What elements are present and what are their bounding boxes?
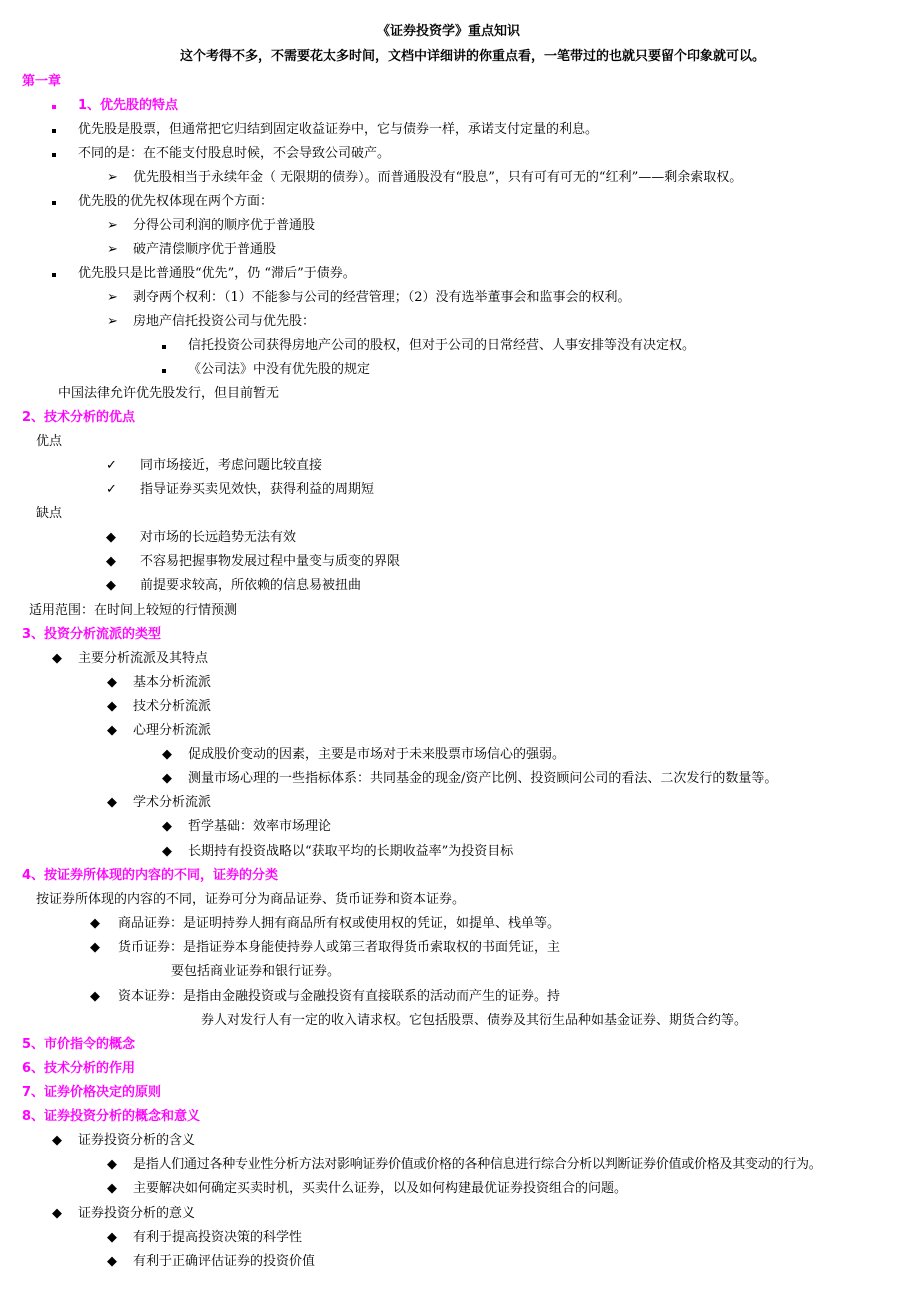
- diamond-bullet-icon: ◆: [107, 1157, 117, 1172]
- item-text: 主要分析流派及其特点: [78, 651, 209, 666]
- list-item: [106, 457, 322, 475]
- section-3-heading: 3、投资分析流派的类型: [22, 627, 162, 642]
- checkmark-icon: ✓: [106, 458, 117, 473]
- item-text: 促成股价变动的因素，主要是市场对于未来股票市场信心的强弱。: [188, 747, 566, 762]
- list-item: [107, 722, 211, 740]
- list-item: [162, 770, 777, 788]
- item-text: 证券投资分析的意义: [78, 1206, 196, 1221]
- item-text: 同市场接近，考虑问题比较直接: [140, 458, 323, 473]
- cons-label: 缺点: [36, 506, 63, 521]
- list-item: [162, 337, 695, 355]
- diamond-bullet-icon: ◆: [90, 940, 100, 955]
- list-item: [90, 939, 560, 957]
- list-item: [90, 915, 560, 933]
- diamond-bullet-icon: ◆: [90, 989, 100, 1004]
- item-text: 信托投资公司获得房地产公司的股权，但对于公司的日常经营、人事安排等没有决定权。: [188, 338, 696, 353]
- diamond-bullet-icon: ◆: [107, 1254, 117, 1269]
- section-8-heading: 8、证券投资分析的概念和意义: [22, 1109, 201, 1124]
- arrow-bullet-icon: ➢: [107, 314, 118, 329]
- item-text: 优先股只是比普通股“优先”，仍 “滞后”于债券。: [78, 266, 356, 281]
- section-1-heading: [52, 97, 178, 115]
- section-1-title: 1、优先股的特点: [78, 98, 179, 113]
- item-text: 主要解决如何确定买卖时机，买卖什么证券，以及如何构建最优证券投资组合的问题。: [133, 1181, 628, 1196]
- list-item: [107, 217, 315, 235]
- list-item: [106, 577, 361, 595]
- list-item: [52, 121, 598, 139]
- list-item: [106, 481, 374, 499]
- diamond-bullet-icon: ◆: [90, 916, 100, 931]
- arrow-bullet-icon: ➢: [107, 290, 118, 305]
- square-bullet-icon: [52, 105, 56, 109]
- pros-label: 优点: [36, 434, 63, 449]
- item-text: 技术分析流派: [133, 699, 212, 714]
- item-text: 有利于提高投资决策的科学性: [133, 1230, 303, 1245]
- diamond-bullet-icon: ◆: [52, 651, 62, 666]
- diamond-bullet-icon: ◆: [107, 675, 117, 690]
- list-item: [107, 169, 742, 187]
- list-item: [107, 1180, 627, 1198]
- list-item: [162, 818, 331, 836]
- item-text: 学术分析流派: [133, 795, 212, 810]
- item-text: 有利于正确评估证券的投资价值: [133, 1254, 316, 1269]
- arrow-bullet-icon: ➢: [107, 170, 118, 185]
- item-text: 商品证券：是证明持券人拥有商品所有权或使用权的凭证，如提单、栈单等。: [118, 916, 561, 931]
- item-text: 前提要求较高，所依赖的信息易被扭曲: [140, 578, 362, 593]
- item-continuation: 券人对发行人有一定的收入请求权。它包括股票、债券及其衍生品种如基金证券、期货合约等。: [201, 1013, 748, 1028]
- arrow-bullet-icon: ➢: [107, 218, 118, 233]
- diamond-bullet-icon: ◆: [162, 844, 172, 859]
- item-text: 分得公司利润的顺序优于普通股: [133, 218, 316, 233]
- list-item: [162, 746, 565, 764]
- item-text: 优先股是股票，但通常把它归结到固定收益证券中，它与债券一样，承诺支付定量的利息。: [78, 122, 599, 137]
- section-5-heading: 5、市价指令的概念: [22, 1037, 136, 1052]
- square-bullet-icon: [52, 129, 56, 133]
- section-6-heading: 6、技术分析的作用: [22, 1061, 136, 1076]
- item-continuation: 要包括商业证券和银行证券。: [171, 964, 341, 979]
- square-bullet-icon: [162, 369, 166, 373]
- diamond-bullet-icon: ◆: [106, 578, 116, 593]
- item-text: 基本分析流派: [133, 675, 212, 690]
- list-item: [162, 843, 513, 861]
- list-item: [107, 1229, 302, 1247]
- list-item: [52, 193, 273, 211]
- list-item: [52, 650, 208, 668]
- list-item: [52, 1132, 195, 1150]
- checkmark-icon: ✓: [106, 482, 117, 497]
- document-title: 《证券投资学》重点知识: [377, 24, 521, 39]
- scope-text: 适用范围：在时间上较短的行情预测: [29, 603, 238, 618]
- list-item: [107, 241, 276, 259]
- diamond-bullet-icon: ◆: [106, 554, 116, 569]
- list-item: [107, 674, 211, 692]
- square-bullet-icon: [52, 201, 56, 205]
- item-text: 不同的是：在不能支付股息时候，不会导致公司破产。: [78, 146, 391, 161]
- diamond-bullet-icon: ◆: [162, 771, 172, 786]
- list-item: [106, 529, 296, 547]
- chapter-heading: 第一章: [22, 74, 62, 89]
- item-text: 货币证券：是指证券本身能使持券人或第三者取得货币索取权的书面凭证，主: [118, 940, 561, 955]
- list-item: [107, 1156, 822, 1174]
- note-text: 中国法律允许优先股发行，但目前暂无: [58, 386, 280, 401]
- section-4-intro: 按证券所体现的内容的不同，证券可分为商品证券、货币证券和资本证券。: [36, 892, 466, 907]
- document-intro: 这个考得不多，不需要花太多时间，文档中详细讲的你重点看，一笔带过的也就只要留个印象就可以。: [180, 49, 766, 64]
- item-text: 长期持有投资战略以“获取平均的长期收益率”为投资目标: [188, 844, 514, 859]
- section-4-heading: 4、按证券所体现的内容的不同，证券的分类: [22, 868, 279, 883]
- diamond-bullet-icon: ◆: [107, 699, 117, 714]
- item-text: 是指人们通过各种专业性分析方法对影响证券价值或价格的各种信息进行综合分析以判断证券价值或价格及其变动的行为。: [133, 1157, 822, 1172]
- square-bullet-icon: [52, 153, 56, 157]
- diamond-bullet-icon: ◆: [107, 795, 117, 810]
- item-text: 指导证券买卖见效快，获得利益的周期短: [140, 482, 375, 497]
- item-text: 优先股的优先权体现在两个方面：: [78, 194, 274, 209]
- item-text: 测量市场心理的一些指标体系：共同基金的现金/资产比例、投资顾问公司的看法、二次发行的数量等。: [188, 771, 778, 786]
- diamond-bullet-icon: ◆: [107, 723, 117, 738]
- section-2-heading: 2、技术分析的优点: [22, 410, 136, 425]
- square-bullet-icon: [162, 345, 166, 349]
- list-item: [90, 988, 560, 1006]
- diamond-bullet-icon: ◆: [106, 530, 116, 545]
- arrow-bullet-icon: ➢: [107, 242, 118, 257]
- item-text: 剥夺两个权利：（1）不能参与公司的经营管理；（2）没有选举董事会和监事会的权利。: [133, 290, 631, 305]
- list-item: [52, 145, 390, 163]
- item-text: 心理分析流派: [133, 723, 212, 738]
- list-item: [106, 553, 400, 571]
- diamond-bullet-icon: ◆: [107, 1181, 117, 1196]
- diamond-bullet-icon: ◆: [162, 819, 172, 834]
- list-item: [107, 289, 631, 307]
- item-text: 证券投资分析的含义: [78, 1133, 196, 1148]
- item-text: 资本证券：是指由金融投资或与金融投资有直接联系的活动而产生的证券。持: [118, 989, 561, 1004]
- list-item: [107, 794, 211, 812]
- list-item: [107, 313, 315, 331]
- item-text: 哲学基础：效率市场理论: [188, 819, 332, 834]
- list-item: [107, 1253, 315, 1271]
- item-text: 不容易把握事物发展过程中量变与质变的界限: [140, 554, 401, 569]
- section-7-heading: 7、证券价格决定的原则: [22, 1085, 162, 1100]
- diamond-bullet-icon: ◆: [162, 747, 172, 762]
- list-item: [52, 1205, 195, 1223]
- item-text: 优先股相当于永续年金（ 无限期的债券）。而普通股没有“股息”，只有可有可无的“红利”——剩余索取权。: [133, 170, 743, 185]
- list-item: [107, 698, 211, 716]
- list-item: [52, 265, 356, 283]
- square-bullet-icon: [52, 273, 56, 277]
- item-text: 房地产信托投资公司与优先股：: [133, 314, 316, 329]
- item-text: 对市场的长远趋势无法有效: [140, 530, 297, 545]
- diamond-bullet-icon: ◆: [52, 1133, 62, 1148]
- item-text: 《公司法》中没有优先股的规定: [188, 362, 371, 377]
- diamond-bullet-icon: ◆: [52, 1206, 62, 1221]
- list-item: [162, 361, 370, 379]
- diamond-bullet-icon: ◆: [107, 1230, 117, 1245]
- item-text: 破产清偿顺序优于普通股: [133, 242, 277, 257]
